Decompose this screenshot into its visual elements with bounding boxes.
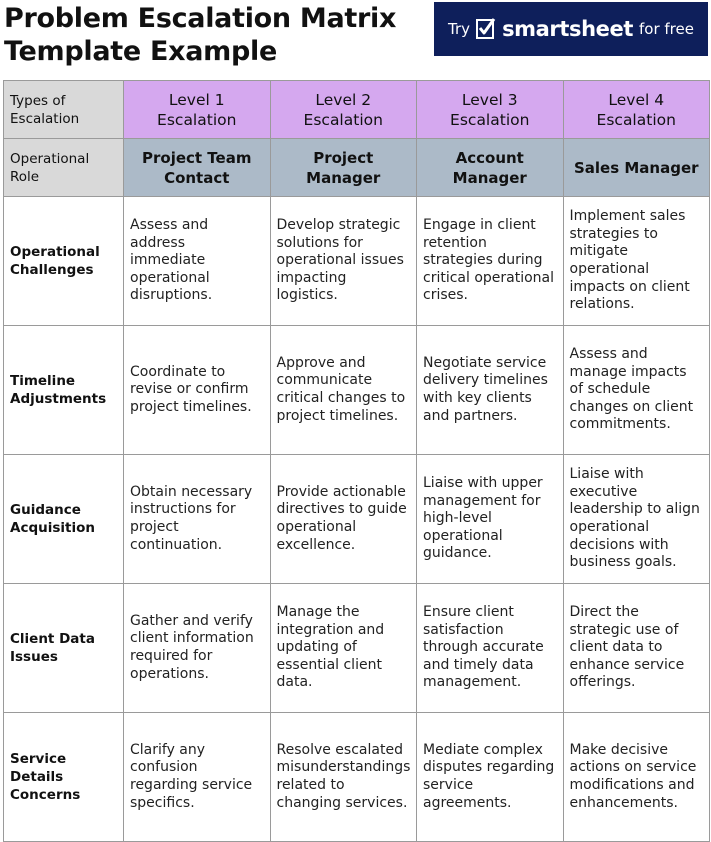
table-cell: Develop strategic solutions for operational issues impacting logistics. xyxy=(270,197,417,326)
header xyxy=(0,0,711,78)
role-label: Operational Role xyxy=(4,139,124,197)
role-header: Project Manager xyxy=(270,139,417,197)
table-cell: Liaise with executive leadership to align operational decisions with business goals. xyxy=(563,455,710,584)
cta-brand: smartsheet xyxy=(502,17,633,41)
table-cell: Implement sales strategies to mitigate operational impacts on client relations. xyxy=(563,197,710,326)
row-label: Service Details Concerns xyxy=(4,713,124,842)
table-cell: Gather and verify client information required for operations. xyxy=(124,584,271,713)
row-label: Timeline Adjustments xyxy=(4,326,124,455)
table-cell: Ensure client satisfaction through accurate and timely data management. xyxy=(417,584,564,713)
table-row xyxy=(4,713,710,842)
role-header: Sales Manager xyxy=(563,139,710,197)
table-cell: Mediate complex disputes regarding service agreements. xyxy=(417,713,564,842)
role-header: Project Team Contact xyxy=(124,139,271,197)
cta-try-label: Try xyxy=(448,20,471,38)
table-row xyxy=(4,584,710,713)
level-header: Level 1 Escalation xyxy=(124,81,271,139)
try-smartsheet-button[interactable] xyxy=(434,2,708,56)
table-cell: Obtain necessary instructions for project continuation. xyxy=(124,455,271,584)
corner-label: Types of Escalation xyxy=(4,81,124,139)
table-row xyxy=(4,197,710,326)
table-cell: Liaise with upper management for high-level operational guidance. xyxy=(417,455,564,584)
page-title: Problem Escalation Matrix Template Example xyxy=(4,3,397,67)
table-row xyxy=(4,455,710,584)
table-cell: Assess and manage impacts of schedule changes on client commitments. xyxy=(563,326,710,455)
table-cell: Provide actionable directives to guide operational excellence. xyxy=(270,455,417,584)
role-header: Account Manager xyxy=(417,139,564,197)
table-cell: Clarify any confusion regarding service specifics. xyxy=(124,713,271,842)
level-header: Level 4 Escalation xyxy=(563,81,710,139)
table-cell: Engage in client retention strategies during critical operational crises. xyxy=(417,197,564,326)
levels-row xyxy=(4,81,710,139)
cta-suffix: for free xyxy=(638,20,694,38)
row-label: Client Data Issues xyxy=(4,584,124,713)
table-cell: Negotiate service delivery timelines with key clients and partners. xyxy=(417,326,564,455)
table-cell: Manage the integration and updating of essential client data. xyxy=(270,584,417,713)
table-row xyxy=(4,326,710,455)
row-label: Operational Challenges xyxy=(4,197,124,326)
smartsheet-check-logo-icon xyxy=(476,18,496,40)
table-cell: Assess and address immediate operational disruptions. xyxy=(124,197,271,326)
table-cell: Approve and communicate critical changes to project timelines. xyxy=(270,326,417,455)
level-header: Level 2 Escalation xyxy=(270,81,417,139)
table-cell: Direct the strategic use of client data to enhance service offerings. xyxy=(563,584,710,713)
table-cell: Resolve escalated misunderstandings related to changing services. xyxy=(270,713,417,842)
table-cell: Make decisive actions on service modifications and enhancements. xyxy=(563,713,710,842)
table-cell: Coordinate to revise or confirm project timelines. xyxy=(124,326,271,455)
escalation-matrix-table xyxy=(3,80,710,842)
roles-row xyxy=(4,139,710,197)
row-label: Guidance Acquisition xyxy=(4,455,124,584)
level-header: Level 3 Escalation xyxy=(417,81,564,139)
